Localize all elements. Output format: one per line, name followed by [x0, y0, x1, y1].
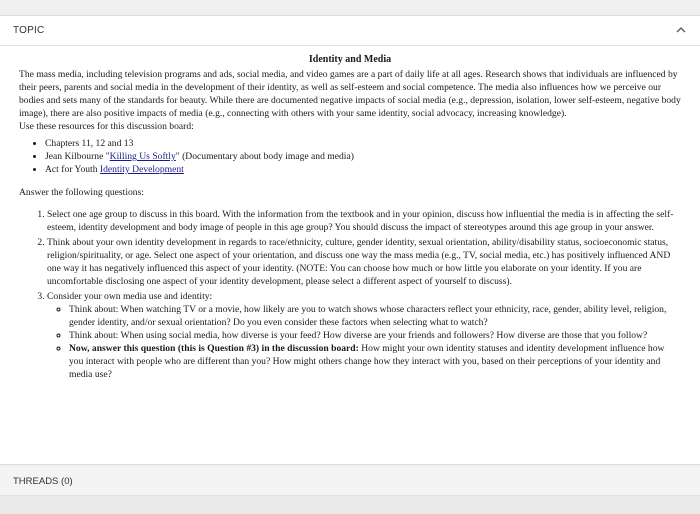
post-title: Identity and Media [308, 54, 392, 65]
question-item [47, 208, 681, 234]
sub-question-list [47, 303, 681, 381]
question-item [47, 290, 681, 381]
topic-label: TOPIC [13, 25, 45, 36]
sub-question-item [69, 303, 681, 329]
resource-text: Jean Kilbourne " [45, 151, 110, 162]
footer-strip [0, 496, 700, 514]
sub-question-text: How might your own identity statuses and identity development influence how you interact with people who are different than you? How might others change how they interact with you, based on their perceptions of your identity and media use? [69, 343, 665, 380]
sub-question-item [69, 342, 681, 381]
killing-us-softly-link[interactable]: Killing Us Softly [109, 151, 176, 162]
resource-item [45, 137, 681, 150]
threads-bar [0, 466, 700, 496]
resource-list [19, 137, 681, 176]
question-text: Consider your own media use and identity: [47, 291, 213, 302]
answer-prompt: Answer the following questions: [19, 187, 144, 198]
question-item [47, 236, 681, 288]
resource-text: " (Documentary about body image and media) [175, 151, 354, 162]
topic-content [19, 53, 681, 383]
chevron-up-icon[interactable] [674, 23, 688, 37]
sub-question-bold: Now, answer this question (this is Question #3) in the discussion board: [69, 343, 359, 354]
question-list [19, 208, 681, 381]
topic-panel [0, 15, 700, 465]
resource-text: Chapters 11, 12 and 13 [45, 138, 134, 149]
resource-item [45, 150, 681, 163]
sub-question-text: Think about: When using social media, how diverse is your feed? How diverse are your friends and followers? How diverse are those that you follow? [69, 330, 648, 341]
sub-question-item [69, 329, 681, 342]
threads-toggle[interactable]: THREADS (0) [13, 476, 73, 487]
resources-intro: Use these resources for this discussion board: [19, 121, 194, 132]
top-strip [0, 0, 700, 15]
topic-header [0, 16, 700, 46]
sub-question-text: Think about: When watching TV or a movie, how likely are you to watch shows whose characters reflect your ethnicity, race, gender, ability level, religion, gender identity, and/or sexual orientation? Do you even consider these factors when selecting what to watch? [69, 304, 667, 328]
identity-development-link[interactable]: Identity Development [99, 164, 184, 175]
resource-item [45, 163, 681, 176]
resource-text: Act for Youth [45, 164, 100, 175]
intro-paragraph: The mass media, including television programs and ads, social media, and video games are a part of daily life at all ages. Research shows that individuals are influenced by their peers, parents and social media in the development of their identity, as well as self-esteem and social competence. The media also influences how we perceive our bodies and sets many of the standards for beauty. While there are documented negative impacts of social media (e.g., depression, isolation, lower self-esteem, negative body image), there are also positive impacts of media (e.g., connecting with others with your same identity, social advocacy, increasing knowledge). [19, 69, 681, 119]
question-text: Think about your own identity development in regards to race/ethnicity, culture, gender identity, sexual orientation, ability/disability status, socioeconomic status, religion/spirituality, or age. Select one aspect of your orientation, and discuss one way the mass media (e.g., TV, social media, etc.) has positively influenced AND one way it has negatively influenced this aspect of your identity. (NOTE: You can choose how much or how little you elaborate on your identity. If you are uncomfortable disclosing one aspect of your identity development, please select a different aspect of yourself to discuss). [47, 237, 671, 287]
question-text: Select one age group to discuss in this board. With the information from the textbook and in your opinion, discuss how influential the media is in affecting the self-esteem, identity development and body image of people in this age group? You should discuss the impact of stereotypes around this age group in your answer. [47, 209, 674, 233]
